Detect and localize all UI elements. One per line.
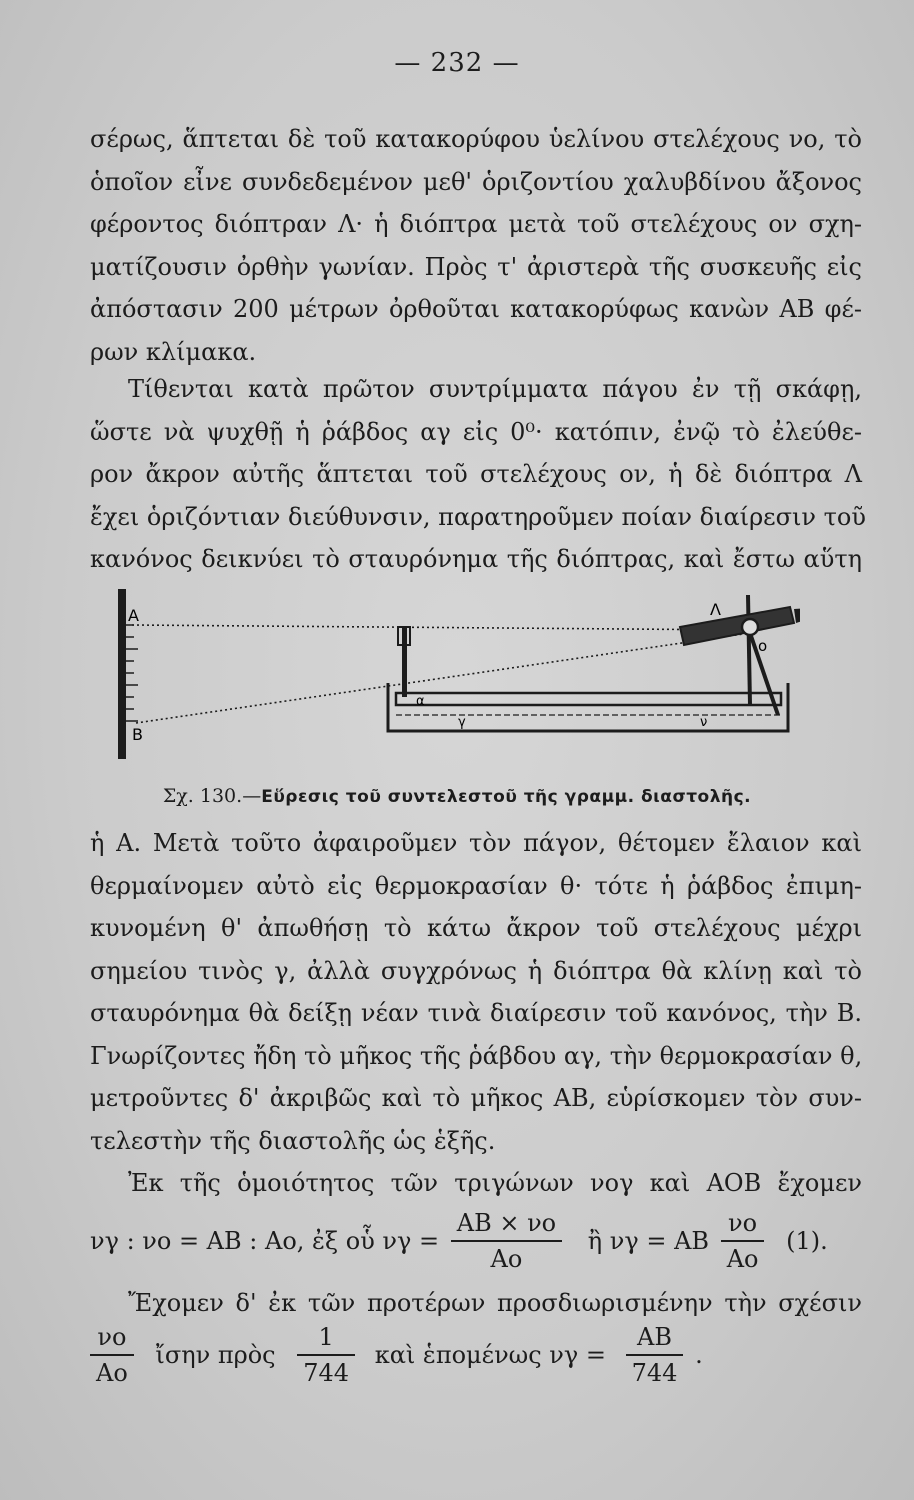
rod-ag: [396, 693, 781, 705]
paragraph-4: [90, 1162, 862, 1205]
page-number: — 232 —: [394, 48, 520, 78]
paragraph-1: [90, 118, 862, 373]
label-lambda: Λ: [710, 600, 721, 619]
eq2-text-2: καὶ ἑπομένως νγ =: [374, 1341, 606, 1369]
text-line: ἡ Α. Μετὰ τοῦτο ἀφαιροῦμεν τὸν πάγον, θέτομεν ἔλαιον καὶ: [90, 829, 862, 857]
text-line: τελεστὴν τῆς διαστολῆς ὡς ἑξῆς.: [90, 1126, 496, 1155]
eq1-lhs: νγ : νο = ΑΒ : Αο, ἐξ οὗ νγ =: [90, 1227, 440, 1255]
figure-caption: [0, 785, 914, 807]
eq1-fraction-1-numerator: ΑΒ × νο: [451, 1208, 562, 1242]
eq1-fraction-1-denominator: Αο: [490, 1245, 523, 1273]
text-line: φέροντος διόπτραν Λ· ἡ διόπτρα μετὰ τοῦ στελέχους ον σχη-: [90, 210, 862, 238]
pivot-o: [742, 619, 758, 635]
text-line: θερμαίνομεν αὐτὸ εἰς θερμοκρασίαν θ· τότε ἡ ῥάβδος ἐπιμη-: [90, 871, 862, 900]
text-line: κυνομένη θ' ἀπωθήσῃ τὸ κάτω ἄκρον τοῦ στελέχους μέχρι: [90, 914, 862, 942]
text-line: σημείου τινὸς γ, ἀλλὰ συγχρόνως ἡ διόπτρα θὰ κλίνῃ καὶ τὸ: [90, 956, 862, 985]
figure-130-diagram: [110, 585, 800, 765]
text-line: σέρως, ἅπτεται δὲ τοῦ κατακορύφου ὑελίνου στελέχους νο, τὸ: [90, 125, 862, 153]
eq2-fraction-3-denominator: 744: [631, 1359, 678, 1387]
eq2-fraction-1-numerator: νο: [90, 1322, 134, 1356]
eq2-fraction-2-denominator: 744: [303, 1359, 350, 1387]
sight-line-inclined: [136, 633, 750, 723]
label-nu: ν: [700, 715, 708, 730]
eq1-tag: (1).: [786, 1227, 828, 1255]
label-A: Α: [128, 606, 139, 625]
eq2-fraction-1: [90, 1322, 134, 1388]
text-line: ρων κλίμακα.: [90, 337, 257, 366]
text-line: Ἔχομεν δ' ἐκ τῶν προτέρων προσδιωρισμένην τὴν σχέσιν: [128, 1289, 862, 1317]
paragraph-5: [90, 1282, 862, 1325]
scale-pole: [118, 589, 126, 759]
eq1-middle: ἢ νγ = ΑΒ: [587, 1227, 710, 1255]
text-line: ἀπόστασιν 200 μέτρων ὀρθοῦται κατακορύφως κανὼν ΑΒ φέ-: [90, 295, 862, 323]
eq1-fraction-1: [451, 1208, 562, 1274]
telescope-eyepiece: [794, 599, 800, 623]
eq1-fraction-2-numerator: νο: [721, 1208, 765, 1242]
eq2-fraction-3-numerator: ΑΒ: [626, 1322, 684, 1356]
text-line: ὁποῖον εἶνε συνδεδεμένον μεθ' ὁριζοντίου χαλυβδίνου ἄξονος: [90, 167, 862, 196]
text-line: μετροῦντες δ' ἀκριβῶς καὶ τὸ μῆκος ΑΒ, εὑρίσκομεν τὸν συν-: [90, 1084, 862, 1112]
text-line: Ἐκ τῆς ὁμοιότητος τῶν τριγώνων νογ καὶ ΑΟΒ ἔχομεν: [128, 1169, 862, 1197]
label-gamma: γ: [458, 715, 466, 730]
text-line: ὥστε νὰ ψυχθῇ ἡ ῥάβδος αγ εἰς 0⁰· κατόπιν, ἐνῷ τὸ ἐλεύθε-: [90, 417, 862, 446]
eq1-fraction-2-denominator: Αο: [726, 1245, 759, 1273]
paragraph-3: [90, 822, 862, 1162]
eq2-text-1: ἴσην πρὸς: [155, 1341, 276, 1369]
eq2-fraction-2: [297, 1322, 355, 1388]
telescope-lambda: [680, 607, 794, 645]
eq1-fraction-2: [721, 1208, 765, 1274]
caption-prefix: Σχ. 130.—: [162, 785, 262, 807]
eq2-fraction-3: [626, 1322, 684, 1388]
scale-ticks: [126, 625, 138, 721]
text-line: κανόνος δεικνύει τὸ σταυρόνημα τῆς διόπτρας, καὶ ἔστω αὕτη: [90, 545, 862, 573]
text-line: σταυρόνημα θὰ δείξῃ νέαν τινὰ διαίρεσιν τοῦ κανόνος, τὴν Β.: [90, 999, 862, 1027]
text-line: ματίζουσιν ὀρθὴν γωνίαν. Πρὸς τ' ἀριστερὰ τῆς συσκευῆς εἰς: [90, 252, 862, 281]
equation-2: [90, 1322, 870, 1388]
eq2-fraction-2-numerator: 1: [297, 1322, 355, 1356]
text-line: Γνωρίζοντες ἤδη τὸ μῆκος τῆς ῥάβδου αγ, τὴν θερμοκρασίαν θ,: [90, 1041, 863, 1070]
equation-1: [90, 1208, 870, 1274]
eq2-fraction-1-denominator: Αο: [96, 1359, 128, 1387]
glass-stem: [748, 595, 750, 705]
label-B: Β: [132, 725, 143, 744]
fixed-post: [402, 627, 407, 697]
text-line: ρον ἄκρον αὐτῆς ἅπτεται τοῦ στελέχους ον, ἡ δὲ διόπτρα Λ: [90, 460, 862, 488]
sight-line-horizontal: [132, 625, 750, 630]
text-line: ἔχει ὁριζόντιαν διεύθυνσιν, παρατηροῦμεν ποίαν διαίρεσιν τοῦ: [90, 502, 866, 531]
caption-text: Εὕρεσις τοῦ συντελεστοῦ τῆς γραμμ. διαστολῆς.: [261, 787, 752, 807]
label-o: ο: [758, 637, 768, 655]
text-line: Τίθενται κατὰ πρῶτον συντρίμματα πάγου ἐν τῇ σκάφῃ,: [128, 375, 862, 403]
oil-trough: [388, 683, 788, 731]
eq2-end: .: [695, 1341, 703, 1369]
label-alpha: α: [416, 694, 425, 709]
paragraph-2: [90, 368, 866, 581]
